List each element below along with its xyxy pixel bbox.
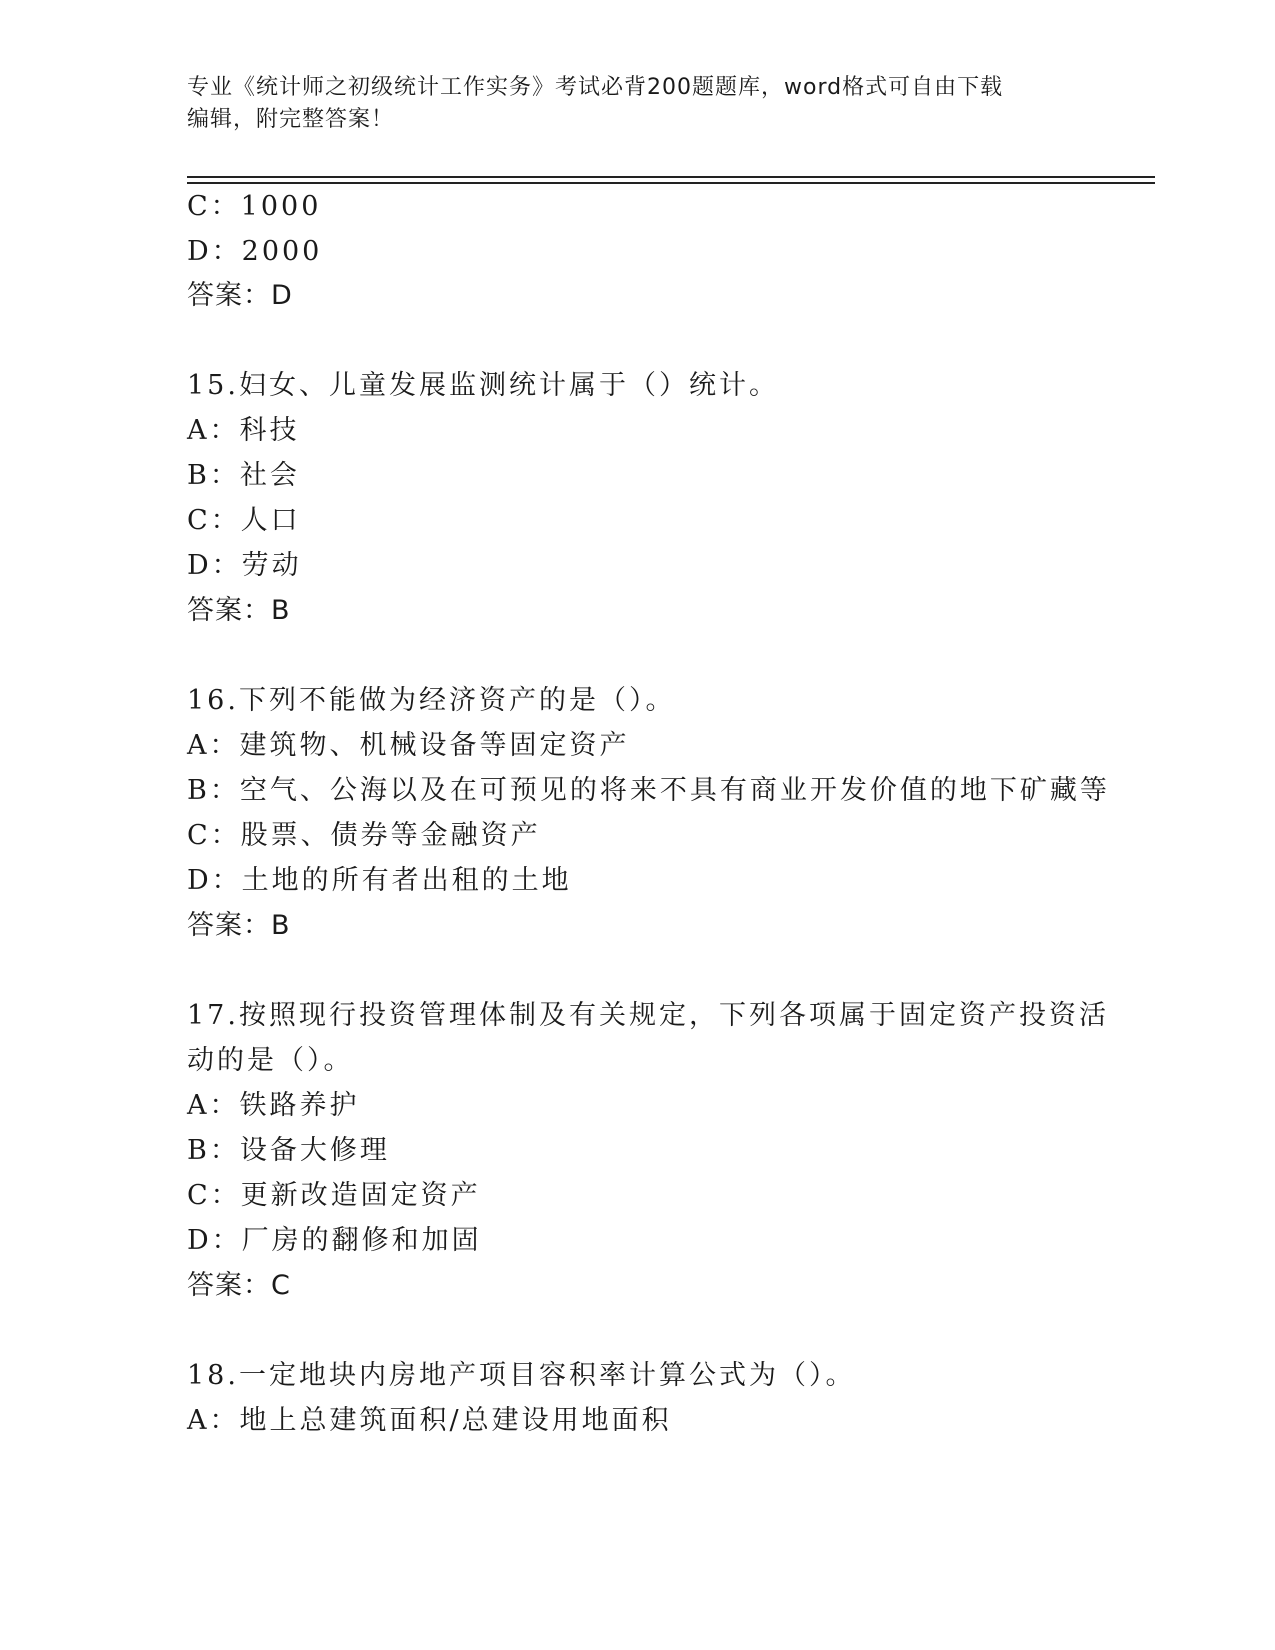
q15-option-c: C：人口 (187, 505, 301, 536)
q15-option-d: D：劳动 (187, 550, 302, 581)
q17-option-c: C：更新改造固定资产 (187, 1180, 481, 1211)
q14-option-c: C：1000 (187, 191, 322, 222)
q17-answer: 答案：C (187, 1270, 291, 1301)
q18-option-a: A：地上总建筑面积/总建设用地面积 (187, 1405, 672, 1436)
q16-stem: 16.下列不能做为经济资产的是（）。 (187, 685, 676, 716)
header-divider-bottom (187, 182, 1155, 184)
q18-stem: 18.一定地块内房地产项目容积率计算公式为（）。 (187, 1360, 856, 1391)
q16-option-a: A：建筑物、机械设备等固定资产 (187, 730, 630, 761)
header-line-2: 编辑，附完整答案！ (187, 107, 395, 132)
q16-answer: 答案：B (187, 910, 291, 941)
header-divider-top (187, 176, 1155, 178)
q17-stem-line-1: 17.按照现行投资管理体制及有关规定，下列各项属于固定资产投资活 (187, 1000, 1109, 1031)
q15-answer: 答案：B (187, 595, 291, 626)
q16-option-d: D：土地的所有者出租的土地 (187, 865, 572, 896)
q15-option-a: A：科技 (187, 415, 300, 446)
q14-answer: 答案：D (187, 280, 293, 311)
q17-option-a: A：铁路养护 (187, 1090, 360, 1121)
q15-stem: 15.妇女、儿童发展监测统计属于（）统计。 (187, 370, 779, 401)
header-line-1: 专业《统计师之初级统计工作实务》考试必背200题题库，word格式可自由下载 (187, 75, 1004, 100)
q17-option-b: B：设备大修理 (187, 1135, 390, 1166)
document-header (187, 72, 1087, 136)
q14-option-d: D：2000 (187, 236, 323, 267)
q17-option-d: D：厂房的翻修和加固 (187, 1225, 482, 1256)
q16-option-c: C：股票、债券等金融资产 (187, 820, 541, 851)
q16-option-b: B：空气、公海以及在可预见的将来不具有商业开发价值的地下矿藏等 (187, 775, 1110, 806)
q17-stem-line-2: 动的是（）。 (187, 1045, 354, 1076)
q15-option-b: B：社会 (187, 460, 300, 491)
